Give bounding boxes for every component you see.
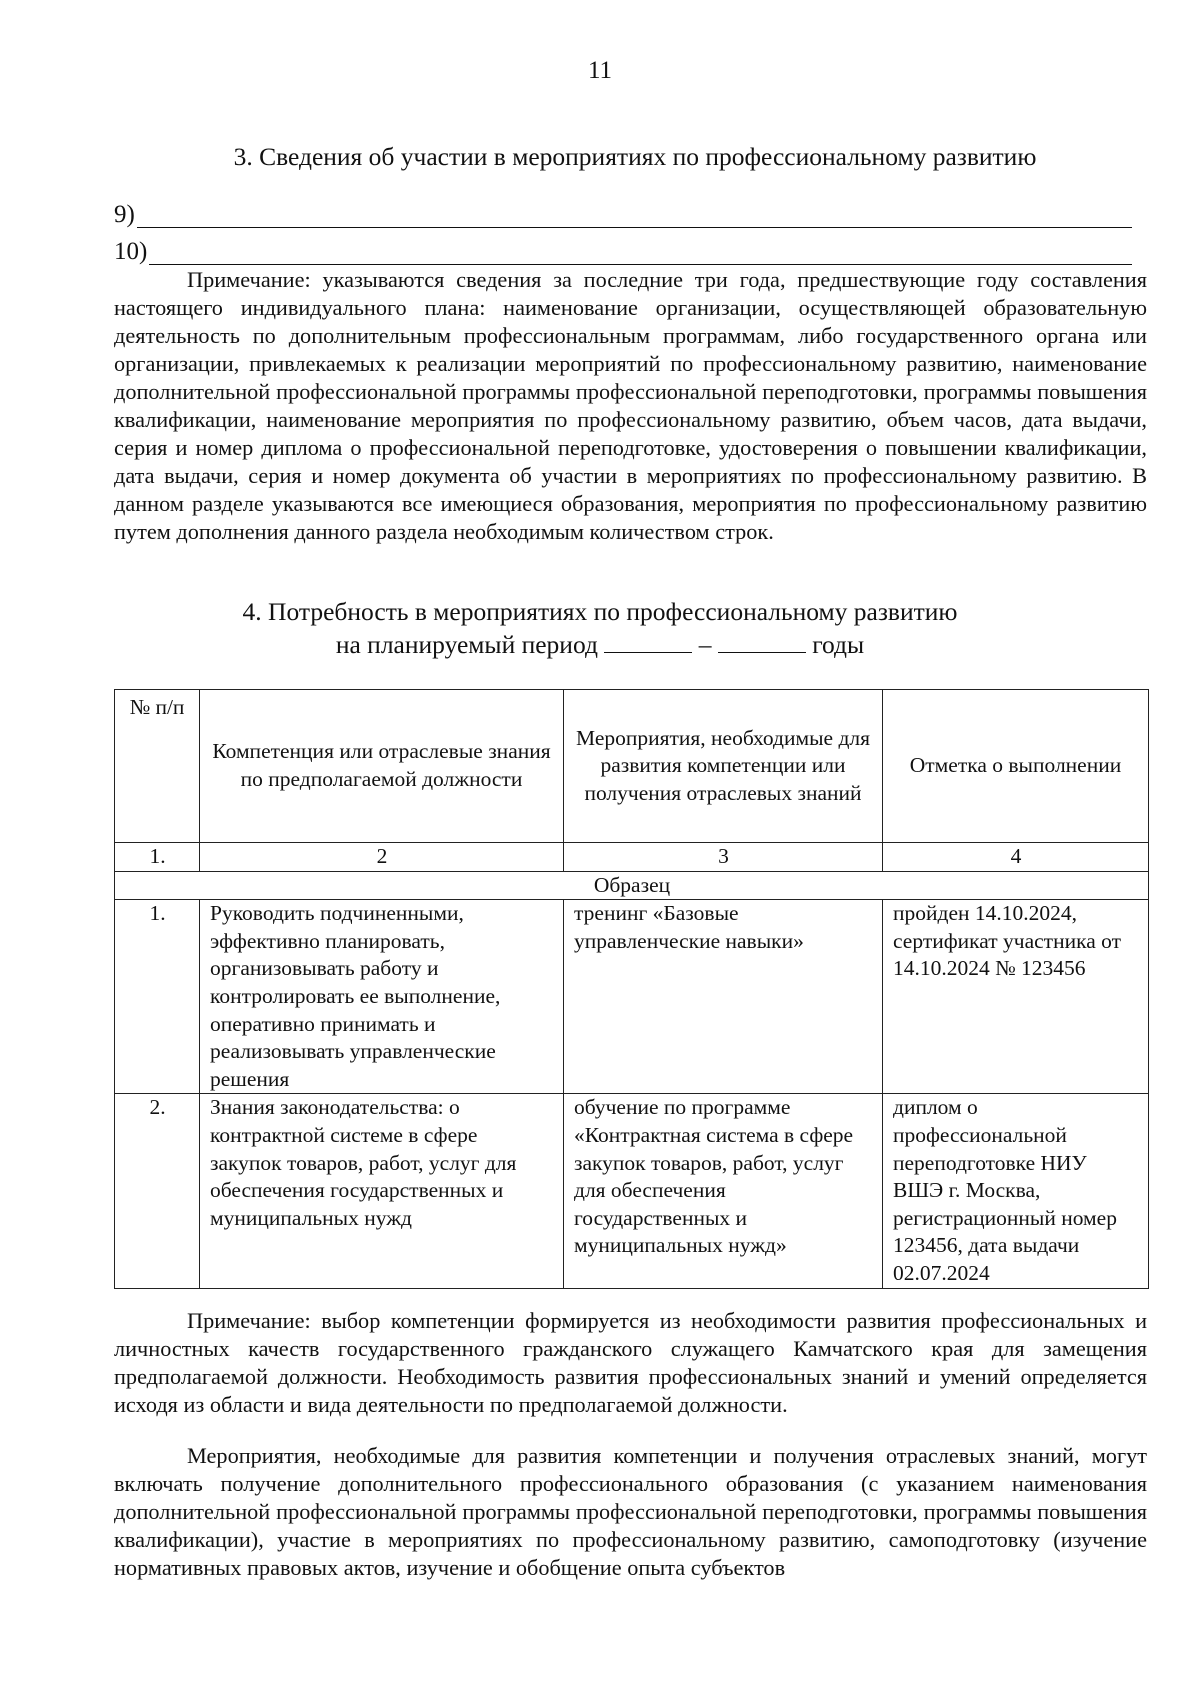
row-number: 2.	[115, 1094, 200, 1288]
row-activity: обучение по программе «Контрактная система в сфере закупок товаров, работ, услуг для обеспечения государственных и муниципальных нужд»	[564, 1094, 883, 1288]
section-3-title: 3. Сведения об участии в мероприятиях по профессиональному развитию	[233, 142, 1037, 171]
sample-label-row	[115, 871, 1149, 900]
table-note-text: Примечание: выбор компетенции формируется из необходимости развития профессиональных и личностных качеств государственного гражданского служащего Камчатского края для замещения предполагаемой должности. Необходимость развития профессиональных знаний и умений определяется исходя из области и вида деятельности по предполагаемой должности.	[114, 1308, 1147, 1417]
period-years-label: годы	[812, 630, 865, 659]
activities-note-text: Мероприятия, необходимые для развития компетенции и получения отраслевых знаний, могут включать получение дополнительного профессионального образования (с указанием наименования дополнительной профессиональной программы профессиональной переподготовки, программы повышения квалификации), участие в мероприятиях по профессиональному развитию, самоподготовку (изучение нормативных правовых актов, изучение и обобщение опыта субъектов	[114, 1443, 1147, 1580]
column-numbers-row	[115, 843, 1149, 872]
column-number: 1.	[115, 843, 200, 872]
row-completion-mark: диплом о профессиональной переподготовке НИУ ВШЭ г. Москва, регистрационный номер 123456, дата выдачи 02.07.2024	[883, 1094, 1149, 1288]
row-activity: тренинг «Базовые управленческие навыки»	[564, 900, 883, 1094]
section-4-period-label: на планируемый период	[335, 630, 598, 659]
header-completion-mark: Отметка о выполнении	[883, 690, 1149, 843]
section-3-note	[114, 266, 1147, 546]
row-competence: Руководить подчиненными, эффективно планировать, организовывать работу и контролировать ее выполнение, оперативно принимать и реализовывать управленческие решения	[200, 900, 564, 1094]
section-3-note-text: Примечание: указываются сведения за последние три года, предшествующие году составления настоящего индивидуального плана: наименование организации, осуществляющей образовательную деятельность по дополнительным профессиональным программам, либо государственного органа или организации, привлекаемых к реализации мероприятий по профессиональному развитию, наименование дополнительной профессиональной программы профессиональной переподготовки, программы повышения квалификации, наименование мероприятия по профессиональному развитию, объем часов, дата выдачи, серия и номер диплома о профессиональной переподготовке, удостоверения о повышении квалификации, дата выдачи, серия и номер документа об участии в мероприятиях по профессиональному развитию. В данном разделе указываются все имеющиеся образования, мероприятия по профессиональному развитию путем дополнения данного раздела необходимым количеством строк.	[114, 267, 1147, 544]
fill-line-9	[114, 198, 1132, 228]
activities-note	[114, 1442, 1147, 1582]
section-4-title-line2	[0, 628, 1200, 661]
column-number: 3	[564, 843, 883, 872]
table-header-row	[115, 690, 1149, 843]
table-row	[115, 1094, 1149, 1288]
development-needs-table	[114, 689, 1149, 1289]
page-number: 11	[587, 57, 613, 84]
column-number: 4	[883, 843, 1149, 872]
column-number: 2	[200, 843, 564, 872]
period-dash: –	[698, 630, 712, 659]
section-4-title-line1: 4. Потребность в мероприятиях по профессиональному развитию	[242, 597, 958, 626]
table-note	[114, 1307, 1147, 1419]
line-number-9: 9)	[114, 201, 135, 228]
sample-label: Образец	[115, 871, 1149, 900]
header-activities: Мероприятия, необходимые для развития компетенции или получения отраслевых знаний	[564, 690, 883, 843]
fill-line-10	[114, 235, 1132, 265]
section-4-title	[0, 595, 1200, 661]
period-start-blank	[604, 630, 692, 653]
row-number: 1.	[115, 900, 200, 1094]
table-row	[115, 900, 1149, 1094]
line-number-10: 10)	[114, 238, 148, 265]
blank-line-9	[137, 205, 1132, 228]
blank-line-10	[149, 242, 1132, 265]
row-competence: Знания законодательства: о контрактной системе в сфере закупок товаров, работ, услуг для обеспечения государственных и муниципальных нужд	[200, 1094, 564, 1288]
period-end-blank	[718, 630, 806, 653]
row-completion-mark: пройден 14.10.2024, сертификат участника от 14.10.2024 № 123456	[883, 900, 1149, 1094]
header-number: № п/п	[115, 690, 200, 843]
header-competence: Компетенция или отраслевые знания по предполагаемой должности	[200, 690, 564, 843]
